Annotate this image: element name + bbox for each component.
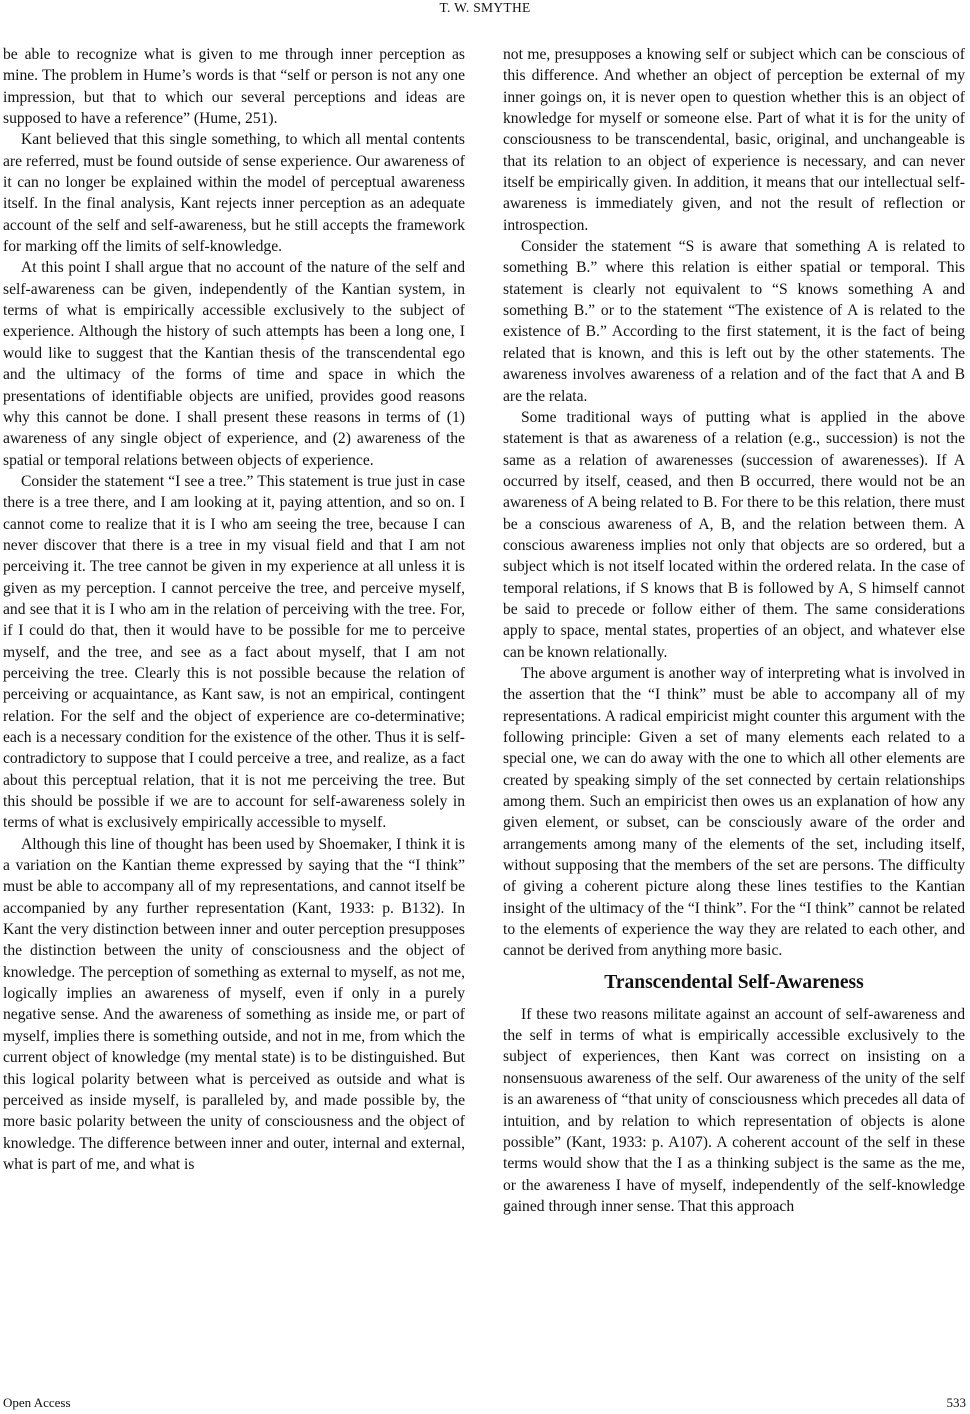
paragraph: The above argument is another way of interpreting what is involved in the assertion that the “I think” must be able to accompany all of my representations. A radical empiricist might counter this argument with the following principle: Given a set of many elements each related to a special one, we can do away with the one to which all other elements are created by speaking simply of the set connected by certain relationships among them. Such an empiricist then owes us an explanation of how any given element, or subset, can be consciously aware of the order and arrangements among many of the elements of the set, including itself, without supposing that the members of the set are persons. The difficulty of giving a coherent picture along these lines testifies to the Kantian insight of the ultimacy of the “I think”. For the “I think” cannot be related to the elements of experience the way they are related to each other, and cannot be derived from anything more basic. (503, 664, 965, 960)
footer-open-access: Open Access (3, 1395, 71, 1410)
section-heading: Transcendental Self-Awareness (604, 971, 864, 993)
right-column (503, 44, 965, 1217)
paragraph: If these two reasons militate against an account of self-awareness and the self in terms of what is empirically accessible exclusively to the subject of experiences, then Kant was correct on insisting on a nonsensuous awareness of the self. Our awareness of the unity of the self is an awareness of “that unity of consciousness which precedes all data of intuition, and by relation to which representation of objects is alone possible” (Kant, 1933: p. A107). A coherent account of the self in these terms would show that the I as a thinking subject is the same as the me, or the awareness I have of myself, independently of the self-knowledge gained through inner sense. That this approach (503, 1005, 965, 1215)
paragraph: Consider the statement “I see a tree.” This statement is true just in case there is a tree there, and I am looking at it, paying attention, and so on. I cannot come to realize that it is I who am seeing the tree, because I can never discover that there is a tree in my visual field and that I am not perceiving it. The tree cannot be given in my experience at all unless it is given as my perception. I cannot perceive the tree, and perceive myself, and see that it is I who am in the relation of perceiving with the tree. For, if I could do that, then it would have to be possible for me to perceive myself, and the tree, and see as a fact about myself, that I am not perceiving the tree. Clearly this is not possible because the relation of perceiving or acquaintance, as Kant saw, is not an empirical, contingent relation. For the self and the object of experience are co-determinative; each is a necessary condition for the existence of the other. Thus it is self-contradictory to suppose that I could perceive a tree, and realize, as a fact about this perceptual relation, that it is not me perceiving the tree. But this should be possible if we are to account for self-awareness solely in terms of what is exclusively empirically accessible to myself. (3, 472, 465, 832)
paragraph: be able to recognize what is given to me through inner perception as mine. The problem in Hume’s words is that “self or person is not any one impression, but that to which our several perceptions and ideas are supposed to have a reference” (Hume, 251). (3, 46, 465, 128)
left-column (3, 44, 465, 1175)
page-number: 533 (946, 1395, 966, 1410)
running-head: T. W. SMYTHE (439, 0, 531, 15)
paragraph: At this point I shall argue that no account of the nature of the self and self-awareness can be given, independently of the Kantian system, in terms of what is empirically accessible exclusively to the subject of experience. Although the history of such attempts has been a long one, I would like to suggest that the Kantian thesis of the transcendental ego and the ultimacy of the forms of time and space in which the presentations of identifiable objects are unified, provides good reasons why this cannot be done. I shall present these reasons in terms of (1) awareness of any single object of experience, and (2) awareness of the spatial or temporal relations between objects of experience. (3, 259, 465, 469)
paragraph: not me, presupposes a knowing self or subject which can be conscious of this difference. And whether an object of perception be external of my inner goings on, it is never open to question whether this is an object of knowledge for myself or someone else. Part of what it is for the unity of consciousness to be transcendental, basic, original, and unchangeable is that its relation to an object of experience is necessary, and can never itself be empirically given. In addition, it means that our intellectual self-awareness is immediately given, and not the result of reflection or introspection. (503, 46, 965, 234)
paragraph: Some traditional ways of putting what is applied in the above statement is that as awareness of a relation (e.g., succession) is not the same as a relation of awarenesses (succession of awarenesses). If A occurred by itself, ceased, and then B occurred, there would not be an awareness of A being related to B. For there to be this relation, there must be a conscious awareness of A, B, and the relation between them. A conscious awareness implies not only that objects are so ordered, but a subject which is not itself located within the ordered relata. In the case of temporal relations, if S knows that B is followed by A, S himself cannot be said to precede or follow either of them. The same considerations apply to space, mental states, properties of an object, and whatever else can be known relationally. (503, 408, 965, 661)
paragraph: Consider the statement “S is aware that something A is related to something B.” where this relation is either spatial or temporal. This statement is clearly not equivalent to “S knows something A and something B.” or to the statement “The existence of A is related to the existence of B.” According to the first statement, it is the fact of being related that is known, and this is left out by the other statements. The awareness involves awareness of a relation and of the fact that A and B are the relata. (503, 238, 965, 405)
paragraph: Kant believed that this single something, to which all mental contents are referred, must be found outside of sense experience. Our awareness of it can no longer be explained within the model of perceptual awareness itself. In the final analysis, Kant rejects inner perception as an adequate account of the self and self-awareness, but he still accepts the framework for marking off the limits of self-knowledge. (3, 131, 465, 256)
paragraph: Although this line of thought has been used by Shoemaker, I think it is a variation on the Kantian theme expressed by saying that the “I think” must be able to accompany all of my representations, and cannot itself be accompanied by any further representation (Kant, 1933: p. B132). In Kant the very distinction between inner and outer perception presupposes the distinction between the unity of consciousness and the object of knowledge. The perception of something as external to myself, as not me, logically implies an awareness of myself, even if only in a purely negative sense. And the awareness of something as inside me, or part of myself, implies there is something outside, and not in me, from which the current object of knowledge (my mental state) is to be distinguished. But this logical polarity between what is perceived as outside and what is perceived as inside myself, is paralleled by, and made possible by, the more basic polarity between the unity of consciousness and the object of knowledge. The difference between inner and outer, internal and external, what is part of me, and what is (3, 835, 465, 1173)
